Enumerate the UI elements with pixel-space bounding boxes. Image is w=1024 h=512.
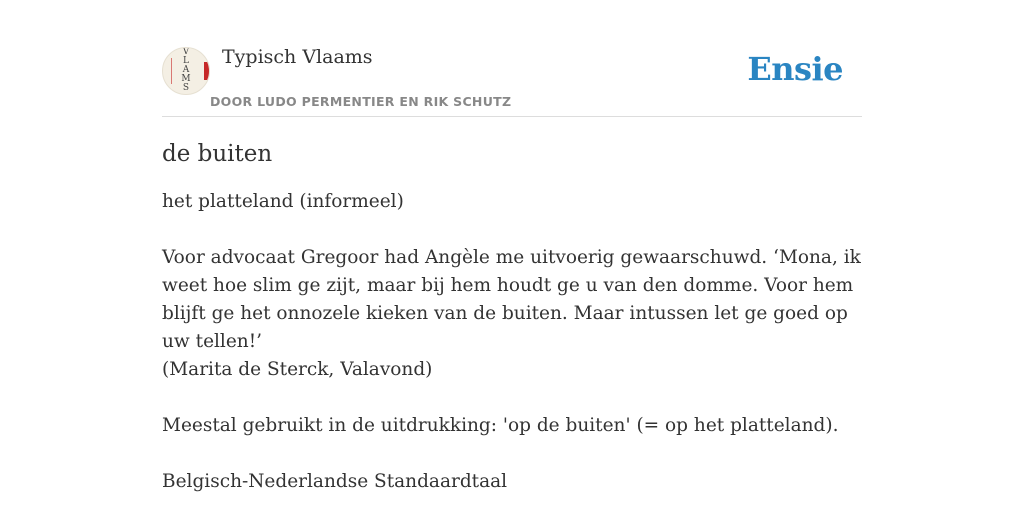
brand-logo-link[interactable]: Ensie xyxy=(747,50,843,88)
entry-example-source: (Marita de Sterck, Valavond) xyxy=(162,359,433,380)
site-title[interactable]: Typisch Vlaams xyxy=(222,46,373,68)
entry-definition: het platteland (informeel) xyxy=(162,191,404,212)
entry-example-quote: Voor advocaat Gregoor had Angèle me uitvoerig gewaarschuwd. ‘Mona, ik weet hoe slim ge zijt, maar bij hem houdt ge u van den domme. Voor hem blijft ge het onnozele kieken van de buiten. Maar intussen let ge goed op uw tellen!’ xyxy=(162,247,861,352)
logo-red-mark xyxy=(204,62,209,80)
logo-lettering: V L A M S xyxy=(181,47,191,93)
book-cover-logo[interactable] xyxy=(162,47,210,95)
logo-decoration xyxy=(171,58,178,84)
header xyxy=(162,44,862,117)
entry-content xyxy=(162,138,862,496)
entry-language-label: Belgisch-Nederlandse Standaardtaal xyxy=(162,471,508,492)
entry-term: de buiten xyxy=(162,141,273,167)
entry-usage-note: Meestal gebruikt in de uitdrukking: 'op de buiten' (= op het platteland). xyxy=(162,415,839,436)
authors-byline: DOOR LUDO PERMENTIER EN RIK SCHUTZ xyxy=(210,94,512,109)
